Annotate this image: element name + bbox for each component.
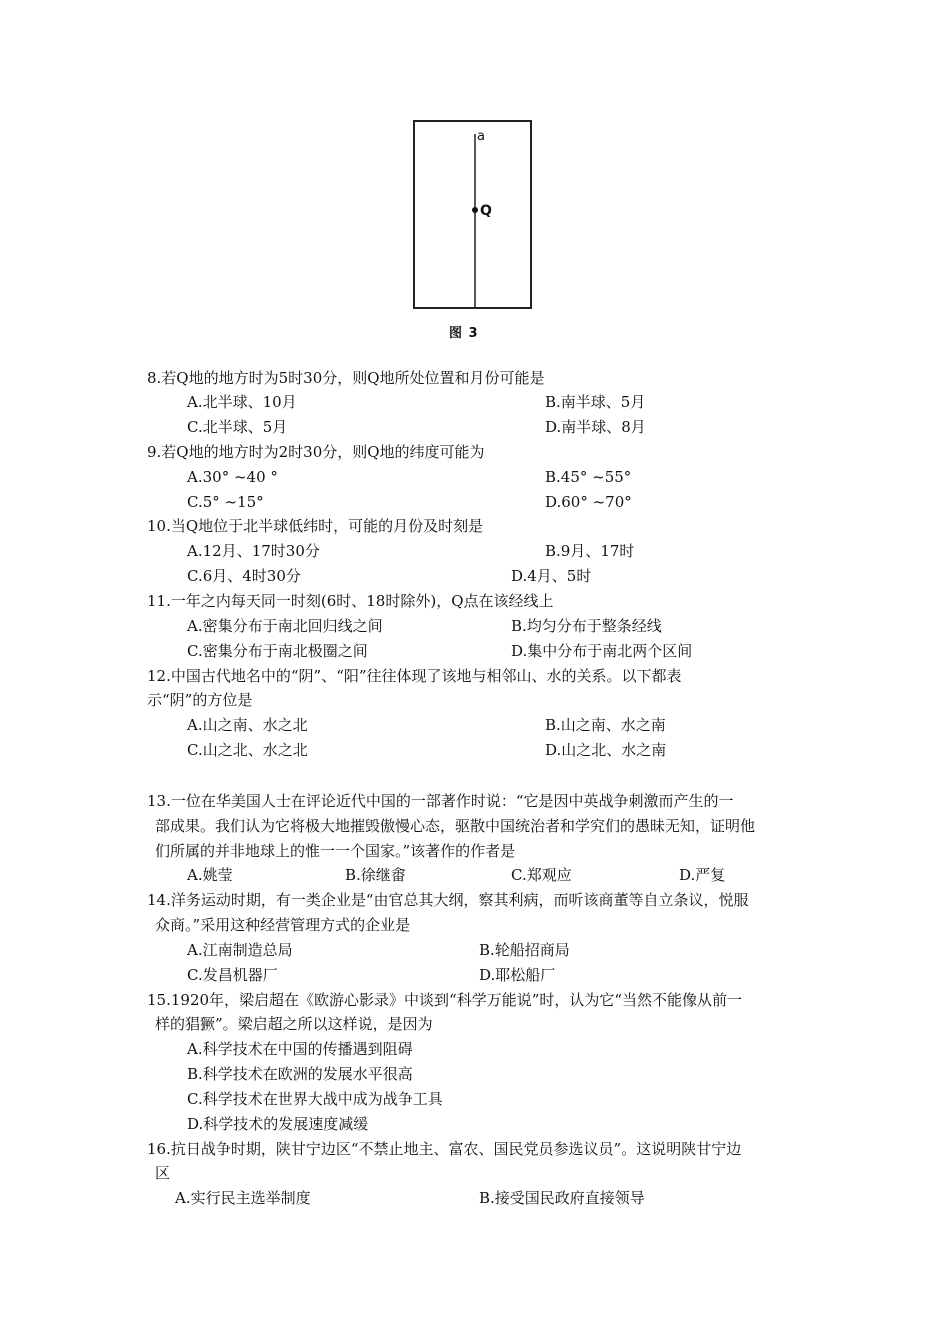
option-b: B.南半球、5月 bbox=[545, 393, 646, 411]
option-a: A.12月、17时30分 bbox=[187, 542, 320, 560]
option-d: D.集中分布于南北两个区间 bbox=[511, 642, 693, 660]
option-d: D.科学技术的发展速度减缓 bbox=[187, 1115, 369, 1133]
option-b: B.接受国民政府直接领导 bbox=[479, 1189, 645, 1207]
label-q: Q bbox=[480, 203, 492, 219]
option-a: A.姚莹 bbox=[187, 866, 233, 884]
question-stem-line: 15.1920年，梁启超在《欧游心影录》中谈到“科学万能说”时，认为它“当然不能像从前一 bbox=[147, 991, 743, 1009]
option-c: C.山之北、水之北 bbox=[187, 741, 308, 759]
point-q-marker bbox=[472, 207, 478, 213]
question-stem: 9.若Q地的地方时为2时30分，则Q地的纬度可能为 bbox=[147, 443, 485, 461]
option-c: C.6月、4时30分 bbox=[187, 567, 301, 585]
question-stem-line: 众商。”采用这种经营管理方式的企业是 bbox=[155, 916, 411, 934]
question-stem: 8.若Q地的地方时为5时30分，则Q地所处位置和月份可能是 bbox=[147, 369, 545, 387]
question-stem-line: 区 bbox=[155, 1164, 171, 1182]
option-b: B.均匀分布于整条经线 bbox=[511, 617, 662, 635]
option-b: B.山之南、水之南 bbox=[545, 716, 666, 734]
option-a: A.实行民主选举制度 bbox=[175, 1189, 311, 1207]
figure-3-diagram bbox=[413, 120, 533, 310]
option-b: B.徐继畬 bbox=[345, 866, 406, 884]
question-stem: 10.当Q地位于北半球低纬时，可能的月份及时刻是 bbox=[147, 517, 484, 535]
option-a: A.密集分布于南北回归线之间 bbox=[187, 617, 383, 635]
figure-frame bbox=[414, 121, 531, 308]
option-d: D.山之北、水之南 bbox=[545, 741, 667, 759]
option-a: A.科学技术在中国的传播遇到阻碍 bbox=[187, 1040, 413, 1058]
option-d: D.60° ~70° bbox=[545, 493, 632, 511]
question-stem-line: 14.洋务运动时期，有一类企业是“由官总其大纲，察其利病，而听该商董等自立条议，悦服 bbox=[147, 891, 749, 909]
option-a: A.北半球、10月 bbox=[187, 393, 297, 411]
question-stem-line: 12.中国古代地名中的“阴”、“阳”往往体现了该地与相邻山、水的关系。以下都表 bbox=[147, 667, 682, 685]
option-c: C.5° ~15° bbox=[187, 493, 264, 511]
option-b: B.9月、17时 bbox=[545, 542, 635, 560]
option-d: D.严复 bbox=[679, 866, 726, 884]
option-b: B.科学技术在欧洲的发展水平很高 bbox=[187, 1065, 413, 1083]
option-d: D.南半球、8月 bbox=[545, 418, 646, 436]
question-stem-line: 13.一位在华美国人士在评论近代中国的一部著作时说：“它是因中英战争刺激而产生的一 bbox=[147, 792, 734, 810]
figure-caption: 图 3 bbox=[449, 326, 479, 341]
label-a: a bbox=[477, 129, 485, 144]
option-a: A.江南制造总局 bbox=[187, 941, 293, 959]
option-b: B.轮船招商局 bbox=[479, 941, 570, 959]
question-stem-line: 们所属的并非地球上的惟一一个国家。”该著作的作者是 bbox=[155, 842, 516, 860]
option-c: C.发昌机器厂 bbox=[187, 966, 278, 984]
question-stem-line: 示“阴”的方位是 bbox=[147, 691, 253, 709]
option-a: A.山之南、水之北 bbox=[187, 716, 308, 734]
option-b: B.45° ~55° bbox=[545, 468, 632, 486]
option-a: A.30° ~40 ° bbox=[187, 468, 278, 486]
option-c: C.北半球、5月 bbox=[187, 418, 288, 436]
option-d: D.4月、5时 bbox=[511, 567, 592, 585]
question-stem-line: 16.抗日战争时期，陕甘宁边区“不禁止地主、富农、国民党员参选议员”。这说明陕甘宁边 bbox=[147, 1140, 742, 1158]
option-c: C.郑观应 bbox=[511, 866, 572, 884]
option-c: C.科学技术在世界大战中成为战争工具 bbox=[187, 1090, 443, 1108]
question-stem: 11.一年之内每天同一时刻(6时、18时除外)，Q点在该经线上 bbox=[147, 592, 554, 610]
question-stem-line: 部成果。我们认为它将极大地摧毁傲慢心态，驱散中国统治者和学究们的愚昧无知，证明他 bbox=[155, 817, 756, 835]
option-c: C.密集分布于南北极圈之间 bbox=[187, 642, 368, 660]
question-stem-line: 样的猖獗”。梁启超之所以这样说，是因为 bbox=[155, 1015, 433, 1033]
option-d: D.耶松船厂 bbox=[479, 966, 556, 984]
